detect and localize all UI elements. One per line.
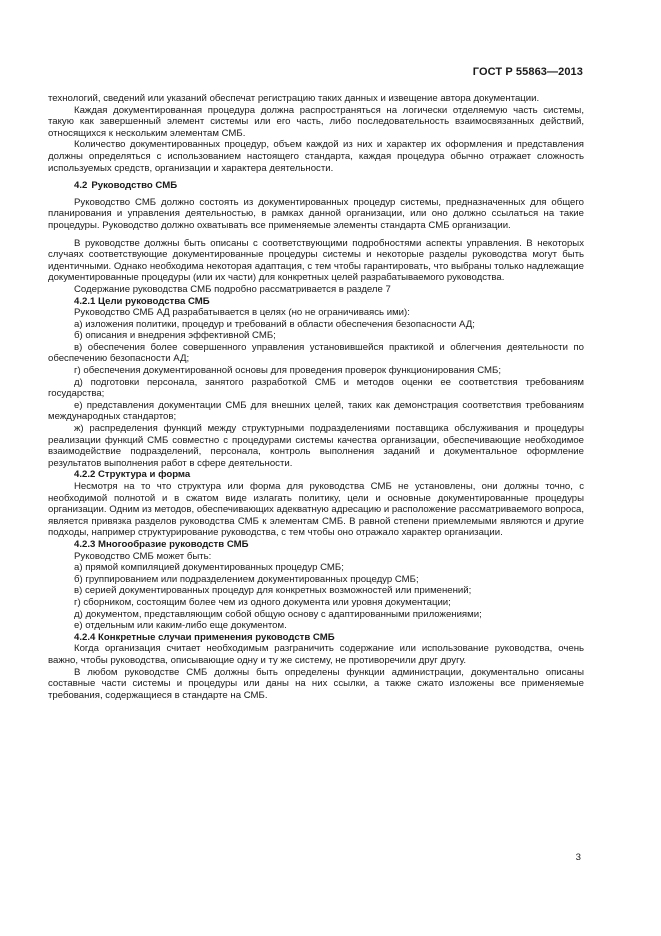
paragraph: Содержание руководства СМБ подробно рассматривается в разделе 7 xyxy=(74,283,391,295)
paragraph: В любом руководстве СМБ должны быть определены функции администрации, документально описаны составные части системы и процедуры или даны на них ссылки, а также сжато изложены все применяемые требования, содержащиеся в стандарте на СМБ. xyxy=(48,666,584,701)
paragraph: г) сборником, состоящим более чем из одного документа или уровня документации; xyxy=(74,596,451,608)
document-code: ГОСТ Р 55863—2013 xyxy=(472,66,583,78)
paragraph: технологий, сведений или указаний обеспечат регистрацию таких данных и извещение автора документации. xyxy=(48,93,540,104)
subsection-heading: 4.2.4 Конкретные случаи применения руководств СМБ xyxy=(74,631,335,643)
paragraph: Руководство СМБ АД разрабатывается в целях (но не ограничиваясь ими): xyxy=(74,307,410,319)
section-heading xyxy=(48,180,584,192)
paragraph: Руководство СМБ должно состоять из документированных процедур системы, предназначенных для общего планирования и управления деятельностью, в рамках данной организации, или оно должно ссылаться на такие процедуры. Руководство должно охватывать все применяемые элементы стандарта СМБ организации. xyxy=(48,196,584,231)
paragraph: Количество документированных процедур, объем каждой из них и характер их оформления и представления должны определяться с использованием настоящего стандарта, каждая процедура обычно отражает сложность используемых средств, организации и характера деятельности. xyxy=(48,139,584,174)
subsection-heading: 4.2.2 Структура и форма xyxy=(74,469,191,481)
paragraph: Руководство СМБ может быть: xyxy=(74,550,212,562)
paragraph: д) документом, представляющим собой общую основу с адаптированными приложениями; xyxy=(74,608,482,620)
paragraph: е) отдельным или каким-либо еще документом. xyxy=(74,620,287,632)
paragraph: ж) распределения функций между структурными подразделениями поставщика обслуживания и процедуры реализации функций СМБ совместно с процедурами системы качества организации, обеспечивающие необходимое взаимодействие подразделений, персонала, контроль выполнения заданий и документальное оформление результатов выполнения работ в сфере деятельности. xyxy=(48,423,584,469)
document-body xyxy=(48,93,584,701)
paragraph: Каждая документированная процедура должна распространяться на логически отделяемую часть системы, такую как завершенный элемент системы или его часть, либо последовательность взаимосвязанных действий, относящихся к нескольким элементам СМБ. xyxy=(48,104,584,139)
section-title: Руководство СМБ xyxy=(91,180,178,192)
paragraph: В руководстве должны быть описаны с соответствующими подробностями аспекты управления. В некоторых случаях соответствующие документированные процедуры системы и некоторые разделы руководства могут быть идентичными. Однако необходима некоторая адаптация, с тем чтобы гарантировать, что выбраны только надлежащие документированные процедуры (или их части) для конкретных целей разрабатываемого руководства. xyxy=(48,237,584,284)
paragraph: а) изложения политики, процедур и требований в области обеспечения безопасности АД; xyxy=(74,318,475,330)
subsection-heading: 4.2.1 Цели руководства СМБ xyxy=(74,295,210,307)
paragraph: е) представления документации СМБ для внешних целей, таких как демонстрация соответствия требованиям международных стандартов; xyxy=(48,399,584,423)
paragraph: г) обеспечения документированной основы для проведения проверок функционирования СМБ; xyxy=(74,365,501,377)
paragraph: а) прямой компиляцией документированных процедур СМБ; xyxy=(74,562,344,574)
paragraph: б) группированием или подразделением документированных процедур СМБ; xyxy=(74,573,419,585)
paragraph: д) подготовки персонала, занятого разработкой СМБ и методов оценки ее соответствия требованиям государства; xyxy=(48,376,584,400)
paragraph: Несмотря на то что структура или форма для руководства СМБ не установлены, они должны точно, с необходимой полнотой и в сжатом виде излагать политику, цели и основные документированные процедуры организации. Одним из методов, обеспечивающих адекватную адресацию и расположение рассматриваемого вопроса, является привязка разделов руководства СМБ к элементам СМБ. В равной степени приемлемыми являются и другие подходы, например структурирование руководства, с тем чтобы оно отражало характер организации. xyxy=(48,481,584,539)
subsection-heading: 4.2.3 Многообразие руководств СМБ xyxy=(74,538,249,550)
paragraph: в) серией документированных процедур для конкретных возможностей или применений; xyxy=(74,585,472,597)
paragraph: в) обеспечения более совершенного управления установившейся практикой и облегчения деятельности по обеспечению безопасности АД; xyxy=(48,341,584,365)
paragraph: б) описания и внедрения эффективной СМБ; xyxy=(74,330,276,342)
page-number: 3 xyxy=(575,852,581,863)
section-number: 4.2 xyxy=(74,180,88,192)
paragraph: Когда организация считает необходимым разграничить содержание или использование руководства, очень важно, чтобы руководства, описывающие одну и ту же систему, не противоречили друг другу. xyxy=(48,643,584,666)
